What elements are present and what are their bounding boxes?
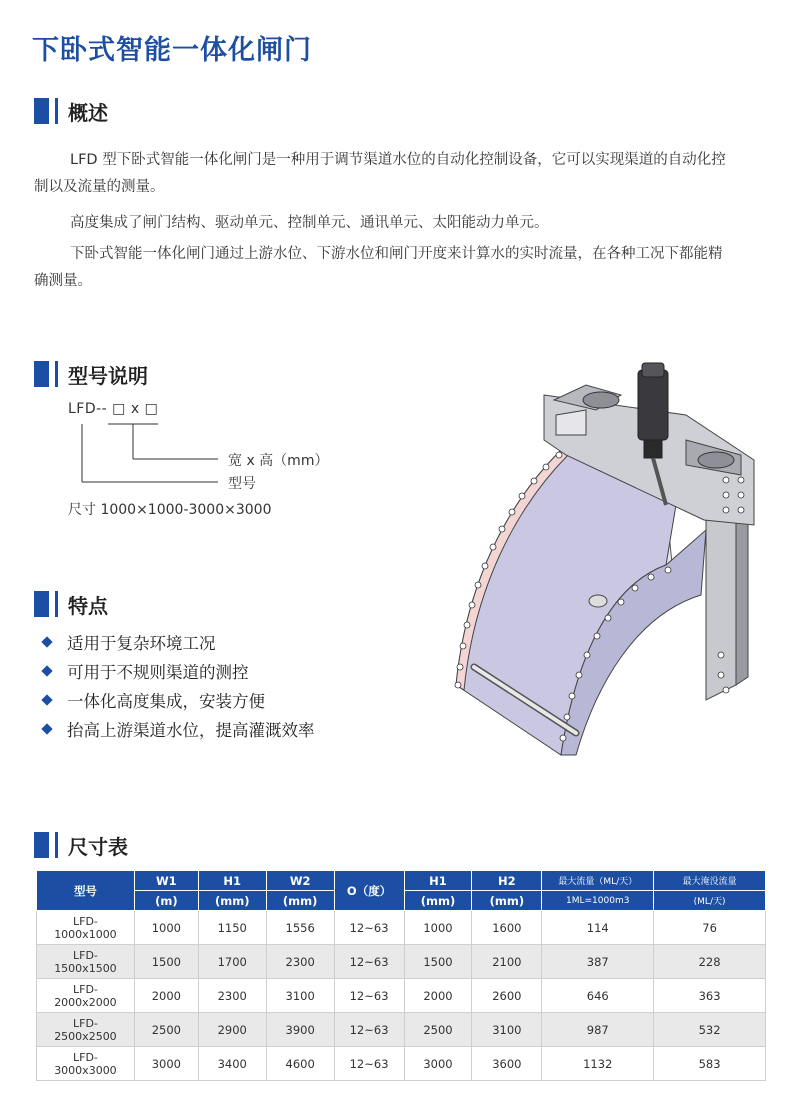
list-item: 可用于不规则渠道的测控 [40, 656, 315, 685]
cell-w2: 3900 [266, 1013, 334, 1047]
overview-p3-line2: 确测量。 [34, 273, 92, 289]
cell-max-submerged: 363 [654, 979, 766, 1013]
cell-max-submerged: 583 [654, 1047, 766, 1081]
table-row [37, 979, 766, 1013]
cell-w2: 4600 [266, 1047, 334, 1081]
cell-w1: 2500 [134, 1013, 198, 1047]
list-item: 抬高上游渠道水位，提高灌溉效率 [40, 714, 315, 743]
unit-max-flow: 1ML=1000m3 [542, 891, 654, 911]
unit-max-submerged: (ML/天) [654, 891, 766, 911]
cell-h1-second: 2500 [404, 1013, 472, 1047]
overview-p2: 高度集成了闸门结构、驱动单元、控制单元、通讯单元、太阳能动力单元。 [70, 215, 549, 231]
cell-max-flow: 1132 [542, 1047, 654, 1081]
cell-h1-second: 1000 [404, 911, 472, 945]
cell-h2: 3600 [472, 1047, 542, 1081]
list-item: 一体化高度集成，安装方便 [40, 685, 315, 714]
cell-h1-second: 2000 [404, 979, 472, 1013]
heading-marker-thin [55, 832, 58, 858]
col-header-max-flow: 最大流量（ML/天） [542, 871, 654, 891]
table-row [37, 1047, 766, 1081]
cell-angle: 12~63 [334, 945, 404, 979]
cell-model: LFD- 1000x1000 [37, 911, 135, 945]
col-header-h1-second: H1 [404, 871, 472, 891]
cell-h2: 1600 [472, 911, 542, 945]
cell-max-flow: 987 [542, 1013, 654, 1047]
cell-model: LFD- 2500x2500 [37, 1013, 135, 1047]
cell-max-submerged: 228 [654, 945, 766, 979]
cell-w1: 1500 [134, 945, 198, 979]
cell-max-submerged: 76 [654, 911, 766, 945]
diamond-bullet-icon [41, 694, 52, 705]
cell-max-flow: 646 [542, 979, 654, 1013]
heading-marker [34, 832, 49, 858]
table-header-row [37, 871, 766, 891]
cell-h1: 1700 [198, 945, 266, 979]
cell-h2: 3100 [472, 1013, 542, 1047]
heading-marker-thin [55, 591, 58, 617]
list-item: 适用于复杂环境工况 [40, 627, 315, 656]
diamond-bullet-icon [41, 665, 52, 676]
cell-h1-second: 3000 [404, 1047, 472, 1081]
overview-p3-line1: 下卧式智能一体化闸门通过上游水位、下游水位和闸门开度来计算水的实时流量，在各种工况下都能精 [70, 246, 723, 262]
col-header-h2: H2 [472, 871, 542, 891]
cell-h1: 1150 [198, 911, 266, 945]
diamond-bullet-icon [41, 723, 52, 734]
unit-h2: (mm) [472, 891, 542, 911]
cell-h1: 2300 [198, 979, 266, 1013]
table-heading-label: 尺寸表 [68, 834, 128, 859]
cell-angle: 12~63 [334, 979, 404, 1013]
table-row [37, 911, 766, 945]
features-list [40, 627, 315, 743]
features-heading-label: 特点 [68, 593, 108, 618]
overview-p1-line2: 制以及流量的测量。 [34, 179, 165, 195]
unit-w1: (m) [134, 891, 198, 911]
model-code: LFD-- □ x □ [68, 401, 159, 417]
col-header-h1: H1 [198, 871, 266, 891]
gate-product-illustration [436, 355, 776, 765]
diamond-bullet-icon [41, 636, 52, 647]
unit-h1-second: (mm) [404, 891, 472, 911]
overview-heading-label: 概述 [68, 100, 108, 125]
table-heading [34, 832, 128, 858]
col-header-angle: O（度） [334, 871, 404, 911]
size-label: 宽 x 高（mm） [228, 453, 329, 469]
cell-w2: 2300 [266, 945, 334, 979]
dimension-table [36, 870, 766, 1081]
cell-angle: 12~63 [334, 1047, 404, 1081]
cell-w1: 3000 [134, 1047, 198, 1081]
cell-model: LFD- 3000x3000 [37, 1047, 135, 1081]
unit-w2: (mm) [266, 891, 334, 911]
table-row [37, 945, 766, 979]
col-header-max-submerged: 最大淹没流量 [654, 871, 766, 891]
model-heading-label: 型号说明 [68, 363, 148, 388]
page-title: 下卧式智能一体化闸门 [32, 35, 312, 66]
table-row [37, 1013, 766, 1047]
cell-angle: 12~63 [334, 1013, 404, 1047]
cell-h1-second: 1500 [404, 945, 472, 979]
cell-h1: 3400 [198, 1047, 266, 1081]
features-heading [34, 591, 108, 617]
cell-model: LFD- 1500x1500 [37, 945, 135, 979]
cell-w1: 2000 [134, 979, 198, 1013]
unit-h1: (mm) [198, 891, 266, 911]
cell-max-submerged: 532 [654, 1013, 766, 1047]
cell-max-flow: 114 [542, 911, 654, 945]
type-label: 型号 [228, 476, 256, 492]
size-range: 尺寸 1000×1000-3000×3000 [68, 502, 272, 518]
cell-w2: 3100 [266, 979, 334, 1013]
cell-angle: 12~63 [334, 911, 404, 945]
cell-h1: 2900 [198, 1013, 266, 1047]
cell-w2: 1556 [266, 911, 334, 945]
col-header-w1: W1 [134, 871, 198, 891]
heading-marker [34, 591, 49, 617]
cell-max-flow: 387 [542, 945, 654, 979]
cell-h2: 2600 [472, 979, 542, 1013]
overview-p1-line1: LFD 型下卧式智能一体化闸门是一种用于调节渠道水位的自动化控制设备，它可以实现渠道的自动化控 [70, 152, 726, 168]
col-header-model: 型号 [37, 871, 135, 911]
cell-h2: 2100 [472, 945, 542, 979]
cell-model: LFD- 2000x2000 [37, 979, 135, 1013]
cell-w1: 1000 [134, 911, 198, 945]
col-header-w2: W2 [266, 871, 334, 891]
